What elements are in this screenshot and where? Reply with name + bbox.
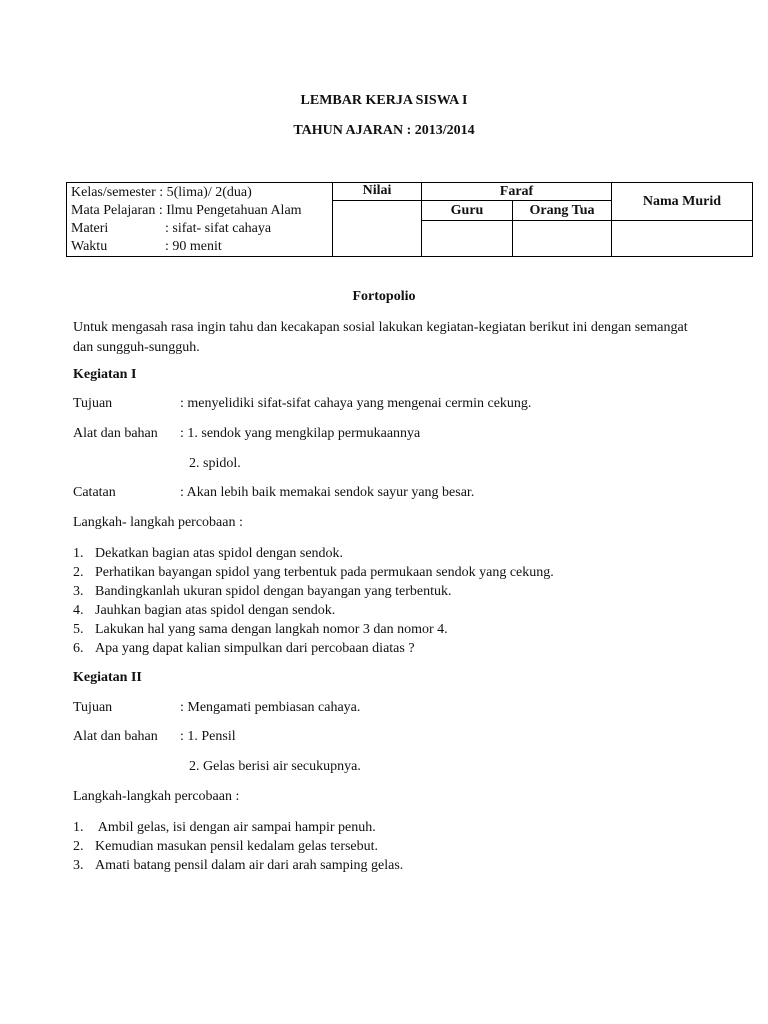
goal-label: Tujuan	[73, 700, 113, 715]
material-row	[71, 220, 328, 238]
list-item: 1. Ambil gelas, isi dengan air sampai hampir penuh.	[73, 820, 376, 835]
student-name-cell[interactable]	[612, 221, 753, 257]
list-item: 3. Amati batang pensil dalam air dari arah samping gelas.	[73, 858, 404, 873]
class-semester: Kelas/semester : 5(lima)/ 2(dua)	[71, 185, 252, 200]
intro-paragraph: Untuk mengasah rasa ingin tahu dan kecakapan sosial lakukan kegiatan-kegiatan berikut ini dengan semangat dan sungguh-sungguh.	[73, 320, 688, 355]
parent-header: Orang Tua	[513, 201, 612, 221]
teacher-header: Guru	[422, 201, 513, 221]
goal-value: : menyelidiki sifat-sifat cahaya yang mengenai cermin cekung.	[180, 396, 532, 411]
activity-2-materials	[73, 729, 236, 745]
materials-value-2: 2. Gelas berisi air secukupnya.	[189, 759, 361, 774]
subject: Mata Pelajaran : Ilmu Pengetahuan Alam	[71, 203, 302, 218]
note-value: : Akan lebih baik memakai sendok sayur yang besar.	[180, 485, 475, 500]
list-item: 2. Perhatikan bayangan spidol yang terbentuk pada permukaan sendok yang cekung.	[73, 565, 554, 580]
materials-label: Alat dan bahan	[73, 729, 158, 744]
activity-1-note	[73, 485, 474, 501]
academic-year: TAHUN AJARAN : 2013/2014	[293, 123, 475, 138]
student-info-table	[66, 182, 753, 257]
time-row	[71, 238, 328, 256]
score-header: Nilai	[333, 183, 422, 201]
materials-value-1: : 1. Pensil	[180, 729, 236, 744]
signature-header: Faraf	[422, 183, 612, 201]
activity-1-title: Kegiatan I	[73, 367, 137, 382]
time-label: Waktu	[71, 239, 108, 254]
list-item: 5. Lakukan hal yang sama dengan langkah nomor 3 dan nomor 4.	[73, 622, 448, 637]
material-label: Materi	[71, 221, 109, 236]
score-cell[interactable]	[333, 201, 422, 257]
class-details-cell	[67, 183, 333, 257]
materials-value-1: : 1. sendok yang mengkilap permukaannya	[180, 426, 421, 441]
teacher-signature-cell[interactable]	[422, 221, 513, 257]
goal-label: Tujuan	[73, 396, 113, 411]
activity-2-steps-title: Langkah-langkah percobaan :	[73, 789, 240, 804]
list-item: 2. Kemudian masukan pensil kedalam gelas tersebut.	[73, 839, 379, 854]
activity-2-title: Kegiatan II	[73, 670, 142, 685]
materials-value-2: 2. spidol.	[189, 456, 241, 471]
list-item: 6. Apa yang dapat kalian simpulkan dari percobaan diatas ?	[73, 641, 415, 656]
activity-2-goal	[73, 700, 360, 716]
worksheet-title: LEMBAR KERJA SISWA I	[300, 93, 468, 108]
time-value: : 90 menit	[165, 239, 222, 254]
parent-signature-cell[interactable]	[513, 221, 612, 257]
note-label: Catatan	[73, 485, 116, 500]
activity-2-steps	[73, 818, 403, 875]
materials-label: Alat dan bahan	[73, 426, 158, 441]
material-value: : sifat- sifat cahaya	[165, 221, 272, 236]
section-title: Fortopolio	[352, 289, 416, 304]
goal-value: : Mengamati pembiasan cahaya.	[180, 700, 361, 715]
list-item: 1. Dekatkan bagian atas spidol dengan sendok.	[73, 546, 344, 561]
list-item: 3. Bandingkanlah ukuran spidol dengan bayangan yang terbentuk.	[73, 584, 452, 599]
activity-1-steps-title: Langkah- langkah percobaan :	[73, 515, 243, 530]
activity-1-goal	[73, 396, 531, 412]
student-name-header: Nama Murid	[612, 183, 753, 221]
activity-1-steps	[73, 544, 554, 658]
list-item: 4. Jauhkan bagian atas spidol dengan sendok.	[73, 603, 336, 618]
activity-1-materials	[73, 426, 420, 442]
